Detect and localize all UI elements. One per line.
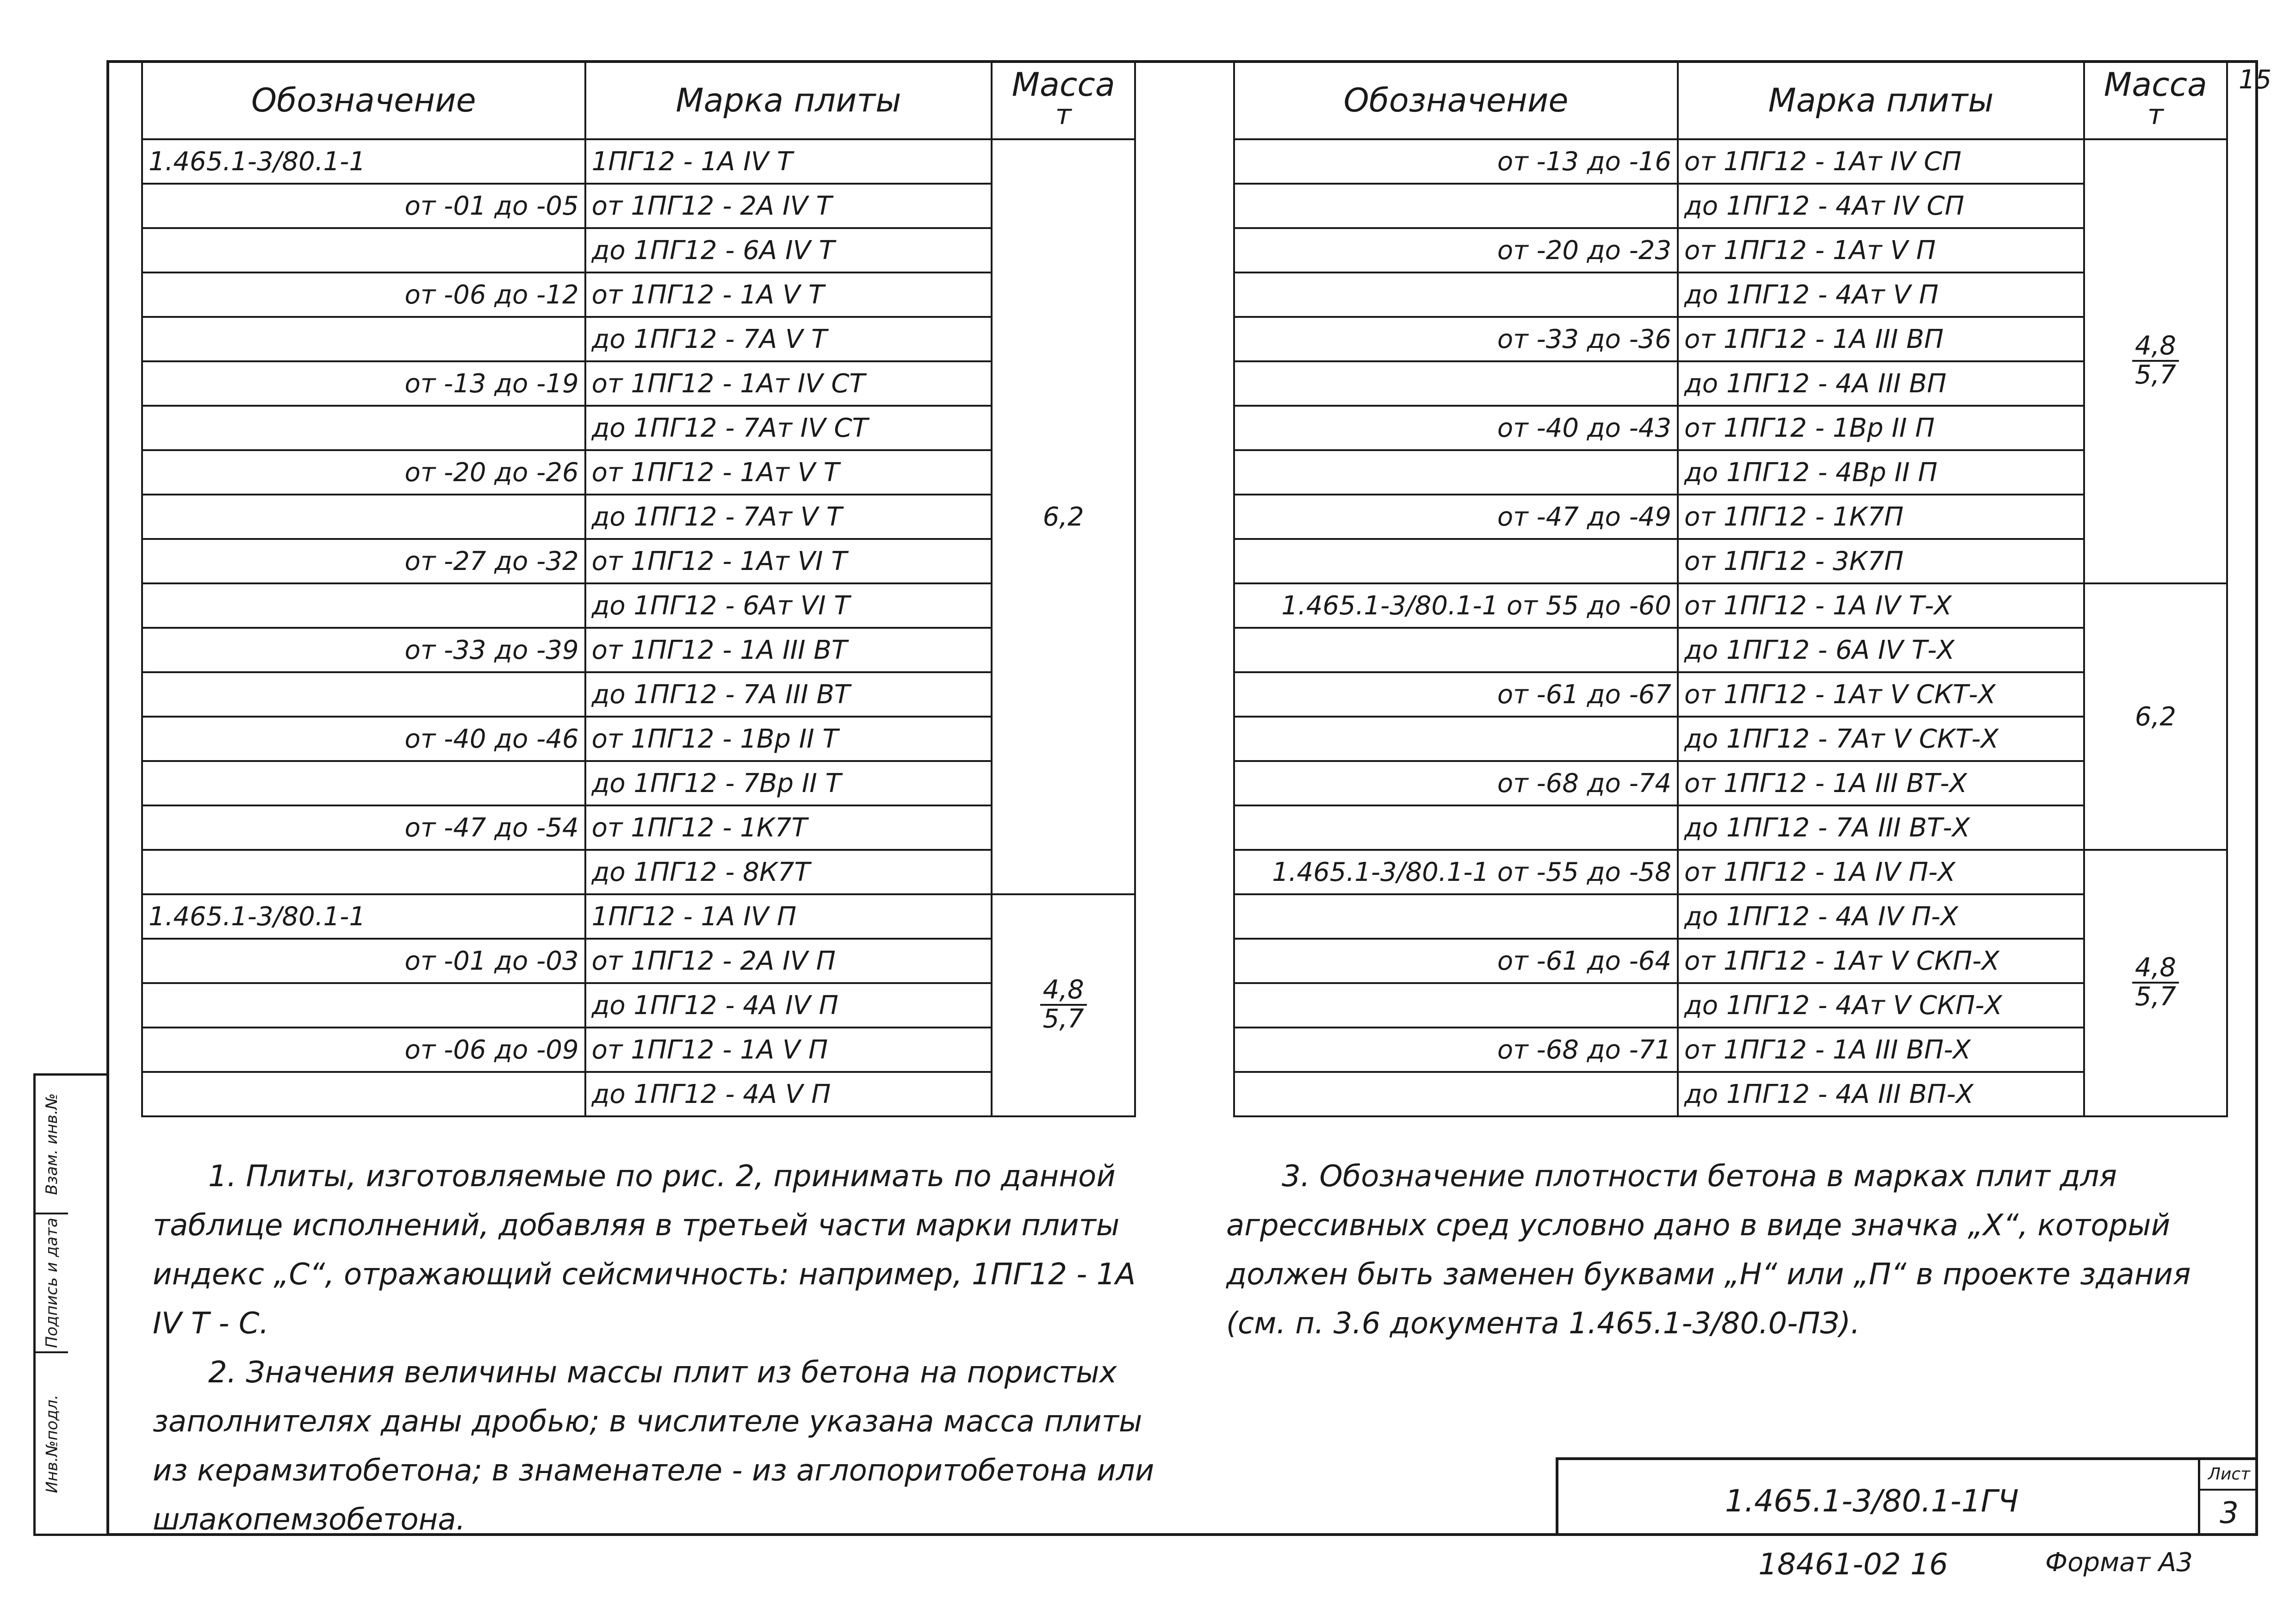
title-block (1556, 1457, 2258, 1536)
sheet-number-box (2198, 1460, 2258, 1536)
designation-cell: от -61 до -64 (1234, 939, 1678, 983)
designation-cell: от -47 до -49 (1234, 495, 1678, 539)
designation-cell: от -20 до -26 (142, 450, 585, 495)
mark-cell: от 1ПГ12 - 1А III ВП (1678, 317, 2084, 361)
designation-cell (1234, 805, 1678, 850)
designation-cell: от -06 до -09 (142, 1028, 585, 1072)
paper-format: Формат А3 (2045, 1548, 2193, 1578)
mass-denominator: 5,7 (2135, 981, 2176, 1012)
designation-cell: от -06 до -12 (142, 272, 585, 317)
table-row (1234, 628, 2227, 672)
mark-cell: до 1ПГ12 - 7А V Т (585, 317, 992, 361)
mark-cell: до 1ПГ12 - 4Ат V П (1678, 272, 2084, 317)
designation-cell: от -68 до -71 (1234, 1028, 1678, 1072)
designation-cell (142, 850, 585, 894)
sheet-number: 3 (2220, 1496, 2239, 1530)
designation-cell (1234, 272, 1678, 317)
mark-cell: до 1ПГ12 - 4А III ВП-Х (1678, 1072, 2084, 1116)
table-row (1234, 317, 2227, 361)
mark-cell: 1ПГ12 - 1А IV Т (585, 139, 992, 184)
table-row (1234, 184, 2227, 228)
designation-cell: от -01 до -03 (142, 939, 585, 983)
designation-cell: от -20 до -23 (1234, 228, 1678, 272)
header-mass: Масса т (2084, 61, 2227, 139)
mark-cell: до 1ПГ12 - 4А IV П (585, 983, 992, 1028)
mark-cell: до 1ПГ12 - 7Ат V Т (585, 495, 992, 539)
mass-fraction (1040, 977, 1087, 1033)
table-row (1234, 450, 2227, 495)
mark-cell: до 1ПГ12 - 7А III ВТ-Х (1678, 805, 2084, 850)
mark-cell: от 1ПГ12 - 1Ат VI Т (585, 539, 992, 583)
mass-numerator: 4,8 (2132, 954, 2179, 984)
mark-cell: до 1ПГ12 - 4Ат IV СП (1678, 184, 2084, 228)
mark-cell: от 1ПГ12 - 1А III ВТ (585, 628, 992, 672)
designation-cell: от -40 до -43 (1234, 406, 1678, 450)
table-row (142, 983, 1135, 1028)
table-row (142, 317, 1135, 361)
mark-cell: от 1ПГ12 - 1А III ВТ-Х (1678, 761, 2084, 805)
mark-cell: от 1ПГ12 - 1Ат V Т (585, 450, 992, 495)
designation-cell (142, 983, 585, 1028)
mass-cell (2084, 583, 2227, 850)
mark-cell: до 1ПГ12 - 8К7Т (585, 850, 992, 894)
table-row (142, 361, 1135, 406)
designation-cell: 1.465.1-3/80.1-1 от 55 до -60 (1234, 583, 1678, 628)
mark-cell: от 1ПГ12 - 3К7П (1678, 539, 2084, 583)
sidebar-cell-signature: Подпись и дата (36, 1214, 68, 1353)
table-row (1234, 894, 2227, 939)
table-row (1234, 761, 2227, 805)
designation-cell: от -27 до -32 (142, 539, 585, 583)
mass-cell (2084, 139, 2227, 583)
mass-value: 6,2 (1043, 501, 1084, 532)
note-paragraph: 3. Обозначение плотности бетона в марках плит для агрессивных сред условно дано в виде значка „Х“, который должен быть заменен буквами „Н“ или „П“ в проекте здания (см. п. 3.6 документа 1.465.1-3/80.0-ПЗ). (1226, 1159, 2191, 1341)
table-row (1234, 361, 2227, 406)
mass-denominator: 5,7 (1043, 1003, 1084, 1034)
inventory-number: 18461-02 16 (1758, 1548, 1948, 1582)
approval-sidebar (33, 1073, 106, 1536)
designation-cell: от -61 до -67 (1234, 672, 1678, 717)
mass-numerator: 4,8 (2132, 333, 2179, 362)
mass-value: 6,2 (2135, 701, 2176, 732)
table-row (1234, 139, 2227, 184)
table-row (1234, 495, 2227, 539)
right-spec-table (1233, 60, 2228, 1117)
designation-cell (1234, 983, 1678, 1028)
designation-cell: от -33 до -39 (142, 628, 585, 672)
designation-cell: от -13 до -16 (1234, 139, 1678, 184)
mass-numerator: 4,8 (1040, 977, 1087, 1006)
table-row (142, 672, 1135, 717)
mark-cell: от 1ПГ12 - 2А IV П (585, 939, 992, 983)
mark-cell: от 1ПГ12 - 1А V П (585, 1028, 992, 1072)
table-row (142, 717, 1135, 761)
mass-fraction (2132, 333, 2179, 389)
sheet-corner-number: 15 (2239, 65, 2272, 95)
designation-cell (1234, 1072, 1678, 1116)
mark-cell: от 1ПГ12 - 1Ат V СКТ-Х (1678, 672, 2084, 717)
mark-cell: от 1ПГ12 - 1Ат IV СТ (585, 361, 992, 406)
header-designation: Обозначение (142, 61, 585, 139)
mark-cell: до 1ПГ12 - 6А IV Т-Х (1678, 628, 2084, 672)
designation-cell (1234, 184, 1678, 228)
table-row (1234, 805, 2227, 850)
designation-cell (142, 761, 585, 805)
designation-cell: от -40 до -46 (142, 717, 585, 761)
table-row (142, 184, 1135, 228)
mark-cell: от 1ПГ12 - 1К7Т (585, 805, 992, 850)
table-row (142, 939, 1135, 983)
table-row (1234, 983, 2227, 1028)
designation-cell: 1.465.1-3/80.1-1 (142, 894, 585, 939)
designation-cell (142, 583, 585, 628)
mass-denominator: 5,7 (2135, 359, 2176, 390)
table-row (1234, 850, 2227, 894)
mark-cell: от 1ПГ12 - 1Ат IV СП (1678, 139, 2084, 184)
table-row (1234, 539, 2227, 583)
document-code: 1.465.1-3/80.1-1ГЧ (1725, 1483, 2019, 1519)
designation-cell: от -01 до -05 (142, 184, 585, 228)
table-row (1234, 717, 2227, 761)
mark-cell: от 1ПГ12 - 1А V Т (585, 272, 992, 317)
mark-cell: до 1ПГ12 - 4А IV П-Х (1678, 894, 2084, 939)
header-designation: Обозначение (1234, 61, 1678, 139)
table-row (142, 272, 1135, 317)
table-row (142, 850, 1135, 894)
table-row (142, 539, 1135, 583)
mark-cell: от 1ПГ12 - 1Вр II Т (585, 717, 992, 761)
table-row (142, 495, 1135, 539)
designation-cell: от -13 до -19 (142, 361, 585, 406)
designation-cell (142, 1072, 585, 1116)
left-spec-table (141, 60, 1136, 1117)
header-mark: Марка плиты (585, 61, 992, 139)
table-row (1234, 583, 2227, 628)
mark-cell: до 1ПГ12 - 7Ат IV СТ (585, 406, 992, 450)
table-row (142, 1028, 1135, 1072)
table-row (142, 583, 1135, 628)
mark-cell: от 1ПГ12 - 1Ат V СКП-Х (1678, 939, 2084, 983)
mark-cell: до 1ПГ12 - 4Ат V СКП-Х (1678, 983, 2084, 1028)
designation-cell: от -68 до -74 (1234, 761, 1678, 805)
table-row (142, 406, 1135, 450)
designation-cell (142, 317, 585, 361)
mass-cell (992, 139, 1135, 894)
table-row (142, 628, 1135, 672)
designation-cell (1234, 539, 1678, 583)
mark-cell: до 1ПГ12 - 7Ат V СКТ-Х (1678, 717, 2084, 761)
header-mass: Масса т (992, 61, 1135, 139)
note-paragraph: 1. Плиты, изготовляемые по рис. 2, принимать по данной таблице исполнений, добавляя в третьей части марки плиты индекс „С“, отражающий сейсмичность: например, 1ПГ12 - 1А IV Т - С. (153, 1159, 1136, 1341)
mark-cell: от 1ПГ12 - 1А IV П-Х (1678, 850, 2084, 894)
table-row (1234, 406, 2227, 450)
table-row (1234, 1028, 2227, 1072)
mark-cell: до 1ПГ12 - 6Ат VI Т (585, 583, 992, 628)
designation-cell (1234, 450, 1678, 495)
mark-cell: до 1ПГ12 - 4А III ВП (1678, 361, 2084, 406)
designation-cell (1234, 361, 1678, 406)
mark-cell: от 1ПГ12 - 2А IV Т (585, 184, 992, 228)
notes-left (153, 1152, 1161, 1544)
mark-cell: от 1ПГ12 - 1Вр II П (1678, 406, 2084, 450)
mark-cell: от 1ПГ12 - 1А IV Т-Х (1678, 583, 2084, 628)
designation-cell: 1.465.1-3/80.1-1 (142, 139, 585, 184)
designation-cell: 1.465.1-3/80.1-1 от -55 до -58 (1234, 850, 1678, 894)
mark-cell: до 1ПГ12 - 7Вр II Т (585, 761, 992, 805)
designation-cell: от -47 до -54 (142, 805, 585, 850)
designation-cell (142, 228, 585, 272)
table-row (142, 228, 1135, 272)
table-row (1234, 228, 2227, 272)
header-mark: Марка плиты (1678, 61, 2084, 139)
sidebar-cell-inventory: Инв.№подл. (36, 1353, 68, 1536)
table-row (142, 1072, 1135, 1116)
mark-cell: от 1ПГ12 - 1К7П (1678, 495, 2084, 539)
designation-cell (142, 672, 585, 717)
right-table-header-row (1234, 61, 2227, 139)
mark-cell: до 1ПГ12 - 4А V П (585, 1072, 992, 1116)
notes-right (1226, 1152, 2198, 1348)
table-row (1234, 939, 2227, 983)
designation-cell (1234, 628, 1678, 672)
table-row (1234, 672, 2227, 717)
mark-cell: от 1ПГ12 - 1Ат V П (1678, 228, 2084, 272)
table-row (142, 139, 1135, 184)
table-row (142, 805, 1135, 850)
table-row (142, 761, 1135, 805)
sidebar-cell-replace: Взам. инв.№ (36, 1076, 68, 1214)
left-table-header-row (142, 61, 1135, 139)
table-row (142, 450, 1135, 495)
table-row (1234, 272, 2227, 317)
mass-cell (992, 894, 1135, 1116)
table-row (142, 894, 1135, 939)
table-row (1234, 1072, 2227, 1116)
mass-fraction (2132, 954, 2179, 1011)
designation-cell: от -33 до -36 (1234, 317, 1678, 361)
sheet-label: Лист (2200, 1460, 2258, 1491)
mark-cell: до 1ПГ12 - 7А III ВТ (585, 672, 992, 717)
designation-cell (142, 495, 585, 539)
mark-cell: до 1ПГ12 - 6А IV Т (585, 228, 992, 272)
designation-cell (142, 406, 585, 450)
mark-cell: до 1ПГ12 - 4Вр II П (1678, 450, 2084, 495)
mass-cell (2084, 850, 2227, 1116)
note-paragraph: 2. Значения величины массы плит из бетона на пористых заполнителях даны дробью; в числителе указана масса плиты из керамзитобетона; в знаменателе - из аглопоритобетона или шлакопемзобетона. (153, 1356, 1154, 1537)
designation-cell (1234, 894, 1678, 939)
designation-cell (1234, 717, 1678, 761)
mark-cell: 1ПГ12 - 1А IV П (585, 894, 992, 939)
mark-cell: от 1ПГ12 - 1А III ВП-Х (1678, 1028, 2084, 1072)
